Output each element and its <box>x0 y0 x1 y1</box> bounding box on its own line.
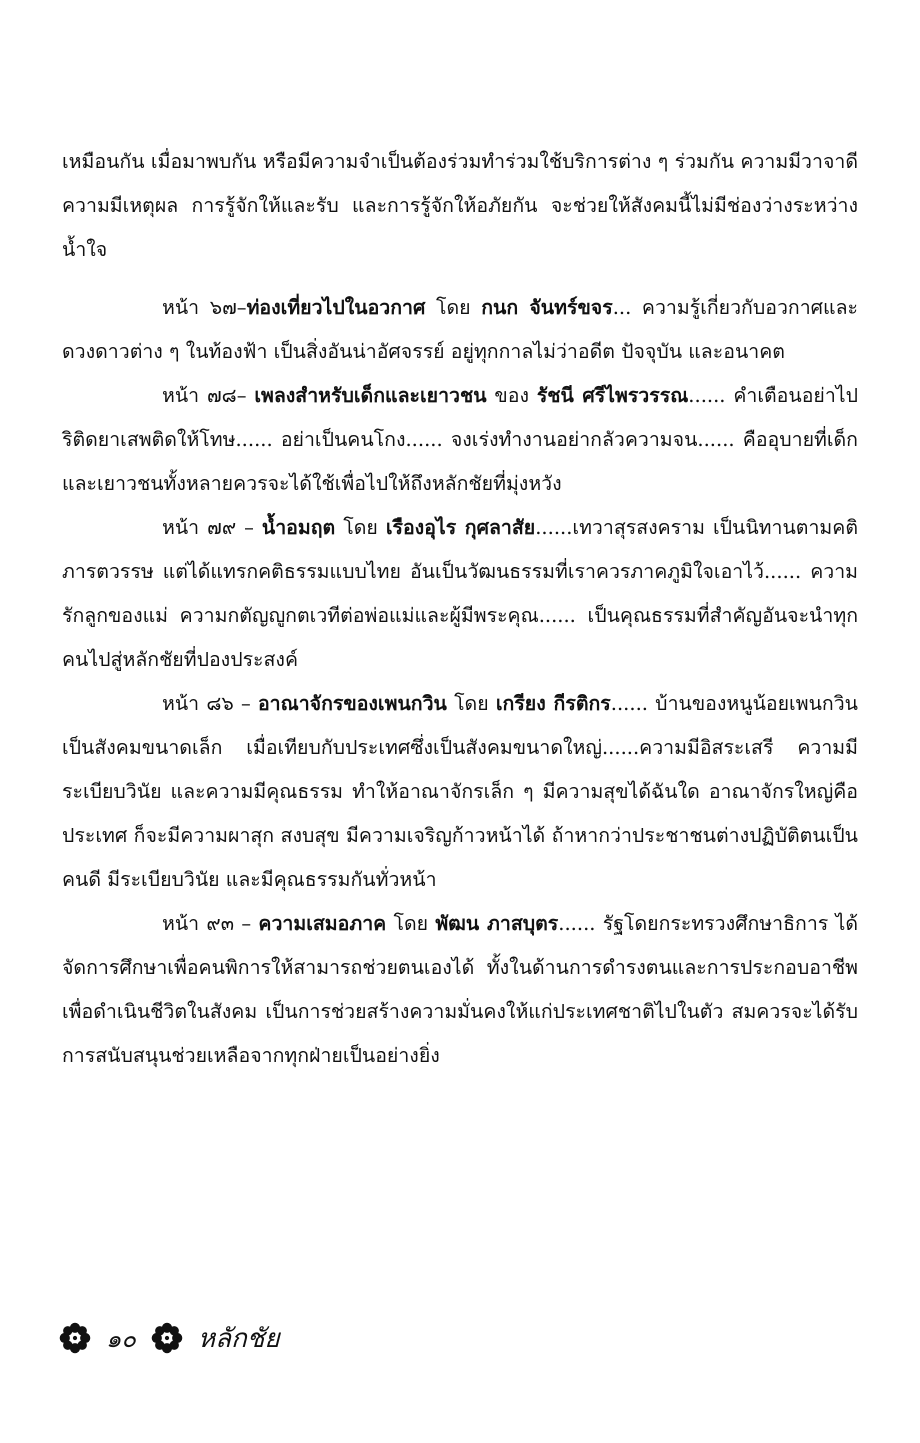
entry-page-ref: หน้า ๘๖ – <box>162 692 258 715</box>
entry-paragraph <box>62 506 858 682</box>
intro-paragraph: เหมือนกัน เมื่อมาพบกัน หรือมีความจำเป็นต้องร่วมทำร่วมใช้บริการต่าง ๆ ร่วมกัน ความมีวาจาดี ความมีเหตุผล การรู้จักให้และรับ และการรู้จักให้อภัยกัน จะช่วยให้สังคมนี้ไม่มีช่องว่างระหว่างน้ำใจ <box>62 150 858 261</box>
entry-by: โดย <box>335 516 386 539</box>
entry-paragraph <box>62 286 858 374</box>
entry-page-ref: หน้า ๗๙ – <box>162 516 262 539</box>
entry-title: ท่องเที่ยวไปในอวกาศ <box>246 296 426 319</box>
entry-page-ref: หน้า ๗๘– <box>162 384 255 407</box>
entry-paragraph <box>62 902 858 1078</box>
entry-page-ref: หน้า ๖๗– <box>162 296 247 319</box>
entry-by: โดย <box>425 296 482 319</box>
entry-text: ...... บ้านของหนูน้อยเพนกวิน เป็นสังคมขนาดเล็ก เมื่อเทียบกับประเทศซึ่งเป็นสังคมขนาดใหญ่......ความมีอิสระเสรี ความมีระเบียบวินัย และความมีคุณธรรม ทำให้อาณาจักรเล็ก ๆ มีความสุขได้ฉันใด อาณาจักรใหญ่คือประเทศ ก็จะมีความผาสุก สงบสุข มีความเจริญก้าวหน้าได้ ถ้าหากว่าประชาชนต่างปฏิบัติตนเป็นคนดี มีระเบียบวินัย และมีคุณธรรมกันทั่วหน้า <box>62 692 858 891</box>
entry-title: เพลงสำหรับเด็กและเยาวชน <box>254 384 487 407</box>
entry-author: เกรียง กีรติกร <box>495 692 611 715</box>
entry-title: อาณาจักรของเพนกวิน <box>257 692 447 715</box>
entry-text: ......เทวาสุรสงคราม เป็นนิทานตามคติภารตวรรษ แต่ได้แทรกคติธรรมแบบไทย อันเป็นวัฒนธรรมที่เราควรภาคภูมิใจเอาไว้...... ความรักลูกของแม่ ความกตัญญูกตเวทีต่อพ่อแม่และผู้มีพระคุณ...... เป็นคุณธรรมที่สำคัญอันจะนำทุกคนไปสู่หลักชัยที่ปองประสงค์ <box>62 516 858 671</box>
entry-by: โดย <box>386 912 436 935</box>
page-body <box>62 140 858 1078</box>
flower-ornament-icon <box>150 1321 184 1355</box>
flower-ornament-icon <box>58 1321 92 1355</box>
entry-author: รัชนี ศรีไพรวรรณ <box>536 384 689 407</box>
entry-text: ...... รัฐโดยกระทรวงศึกษาธิการ ได้จัดการศึกษาเพื่อคนพิการให้สามารถช่วยตนเองได้ ทั้งในด้านการดำรงตนและการประกอบอาชีพเพื่อดำเนินชีวิตในสังคม เป็นการช่วยสร้างความมั่นคงให้แก่ประเทศชาติไปในตัว สมควรจะได้รับการสนับสนุนช่วยเหลือจากทุกฝ่ายเป็นอย่างยิ่ง <box>62 912 859 1067</box>
book-title: หลักชัย <box>197 1323 280 1354</box>
entry-page-ref: หน้า ๙๓ – <box>162 912 259 935</box>
entry-paragraph <box>62 682 858 902</box>
entry-title: ความเสมอภาค <box>258 912 387 935</box>
page-number: ๑๐ <box>106 1324 136 1353</box>
entry-by: ของ <box>486 384 537 407</box>
entry-paragraph <box>62 374 858 506</box>
entry-text: ... ความรู้เกี่ยวกับอวกาศและดวงดาวต่าง ๆ ในท้องฟ้า เป็นสิ่งอันน่าอัศจรรย์ อยู่ทุกกาลไม่ว่าอดีต ปัจจุบัน และอนาคต <box>62 296 859 363</box>
page-footer <box>58 1318 280 1358</box>
entry-text: ...... คำเตือนอย่าไปริติดยาเสพติดให้โทษ...... อย่าเป็นคนโกง...... จงเร่งทำงานอย่ากลัวความจน...... คืออุบายที่เด็กและเยาวชนทั้งหลายควรจะได้ใช้เพื่อไปให้ถึงหลักชัยที่มุ่งหวัง <box>62 384 858 495</box>
entry-author: กนก จันทร์ขจร <box>481 296 613 319</box>
entry-author: เรืองอุไร กุศลาสัย <box>385 516 536 539</box>
entry-title: น้ำอมฤต <box>261 516 336 539</box>
entry-by: โดย <box>446 692 496 715</box>
entry-author: พัฒน ภาสบุตร <box>435 912 559 935</box>
